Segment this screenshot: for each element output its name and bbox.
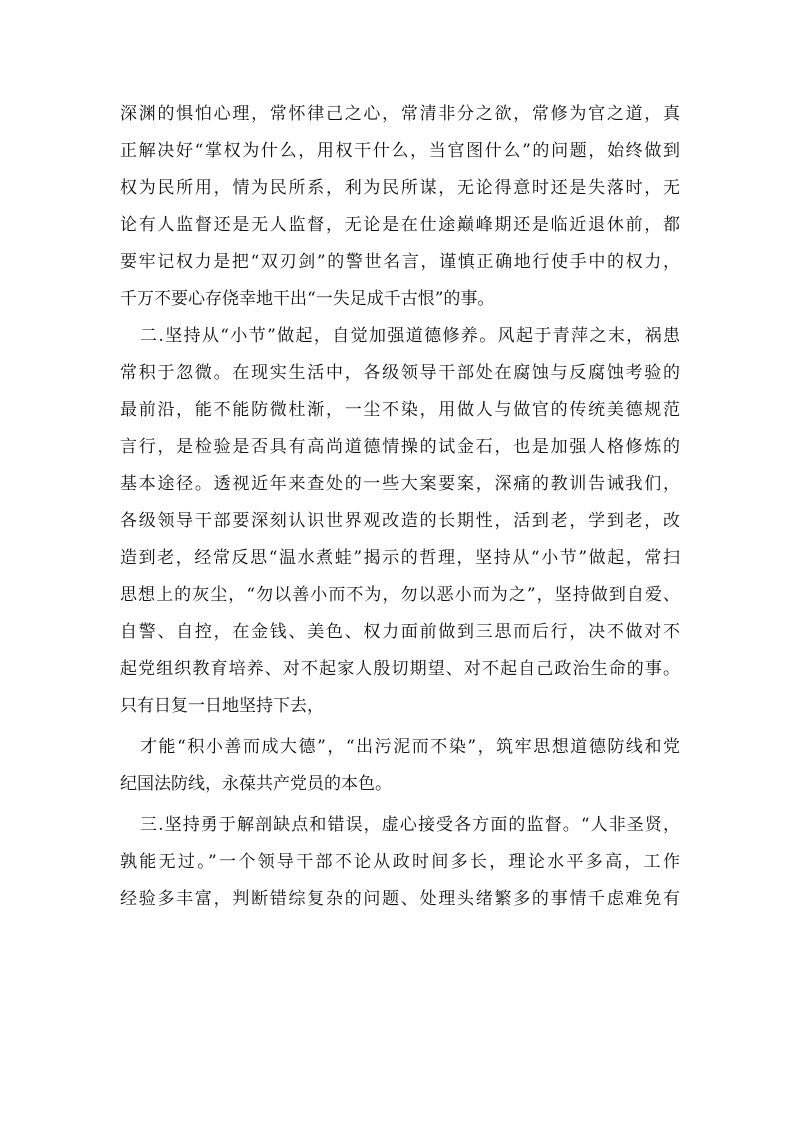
text-line: 经验多丰富，判断错综复杂的问题、处理头绪繁多的事情千虑难免有 [120,889,680,909]
text-line: 起党组织教育培养、对不起家人殷切期望、对不起自己政治生命的事。 [120,659,680,679]
text-line: 自警、自控，在金钱、美色、权力面前做到三思而后行，决不做对不 [120,622,680,642]
text-line: 言行，是检验是否具有高尚道德情操的试金石，也是加强人格修炼的 [120,437,680,457]
text-line: 基本途径。透视近年来查处的一些大案要案，深痛的教训告诫我们， [120,474,680,494]
text-line: 深渊的惧怕心理，常怀律己之心，常清非分之欲，常修为官之道，真 [120,104,680,124]
text-line: 正解决好“掌权为什么，用权干什么，当官图什么”的问题，始终做到 [120,141,680,161]
text-line: 思想上的灰尘，“勿以善小而不为，勿以恶小而为之”，坚持做到自爱、 [120,585,680,605]
text-line: 才能“积小善而成大德”，“出污泥而不染”，筑牢思想道德防线和党 [140,737,680,757]
text-line: 最前沿，能不能防微杜渐，一尘不染，用做人与做官的传统美德规范 [120,400,680,420]
document-body [120,96,680,918]
text-line: 各级领导干部要深刻认识世界观改造的长期性，活到老，学到老，改 [120,511,680,531]
text-line: 纪国法防线，永葆共产党员的本色。 [120,774,392,794]
section-2-heading-line: 二.坚持从“小节”做起，自觉加强道德修养。风起于青萍之末，祸患 [140,326,680,346]
text-line: 论有人监督还是无人监督，无论是在仕途巅峰期还是临近退休前，都 [120,215,680,235]
text-line: 常积于忽微。在现实生活中，各级领导干部处在腐蚀与反腐蚀考验的 [120,363,680,383]
text-line: 孰能无过。”一个领导干部不论从政时间多长，理论水平多高，工作 [120,852,680,872]
section-3-heading-line: 三.坚持勇于解剖缺点和错误，虚心接受各方面的监督。“人非圣贤， [140,815,680,835]
text-line: 要牢记权力是把“双刃剑”的警世名言，谨慎正确地行使手中的权力， [120,252,680,272]
text-line: 造到老，经常反思“温水煮蛙”揭示的哲理，坚持从“小节”做起，常扫 [120,548,680,568]
text-line: 权为民所用，情为民所系，利为民所谋，无论得意时还是失落时，无 [120,178,680,198]
text-line: 千万不要心存侥幸地干出“一失足成千古恨”的事。 [120,289,495,309]
text-line: 只有日复一日地坚持下去， [120,696,324,716]
